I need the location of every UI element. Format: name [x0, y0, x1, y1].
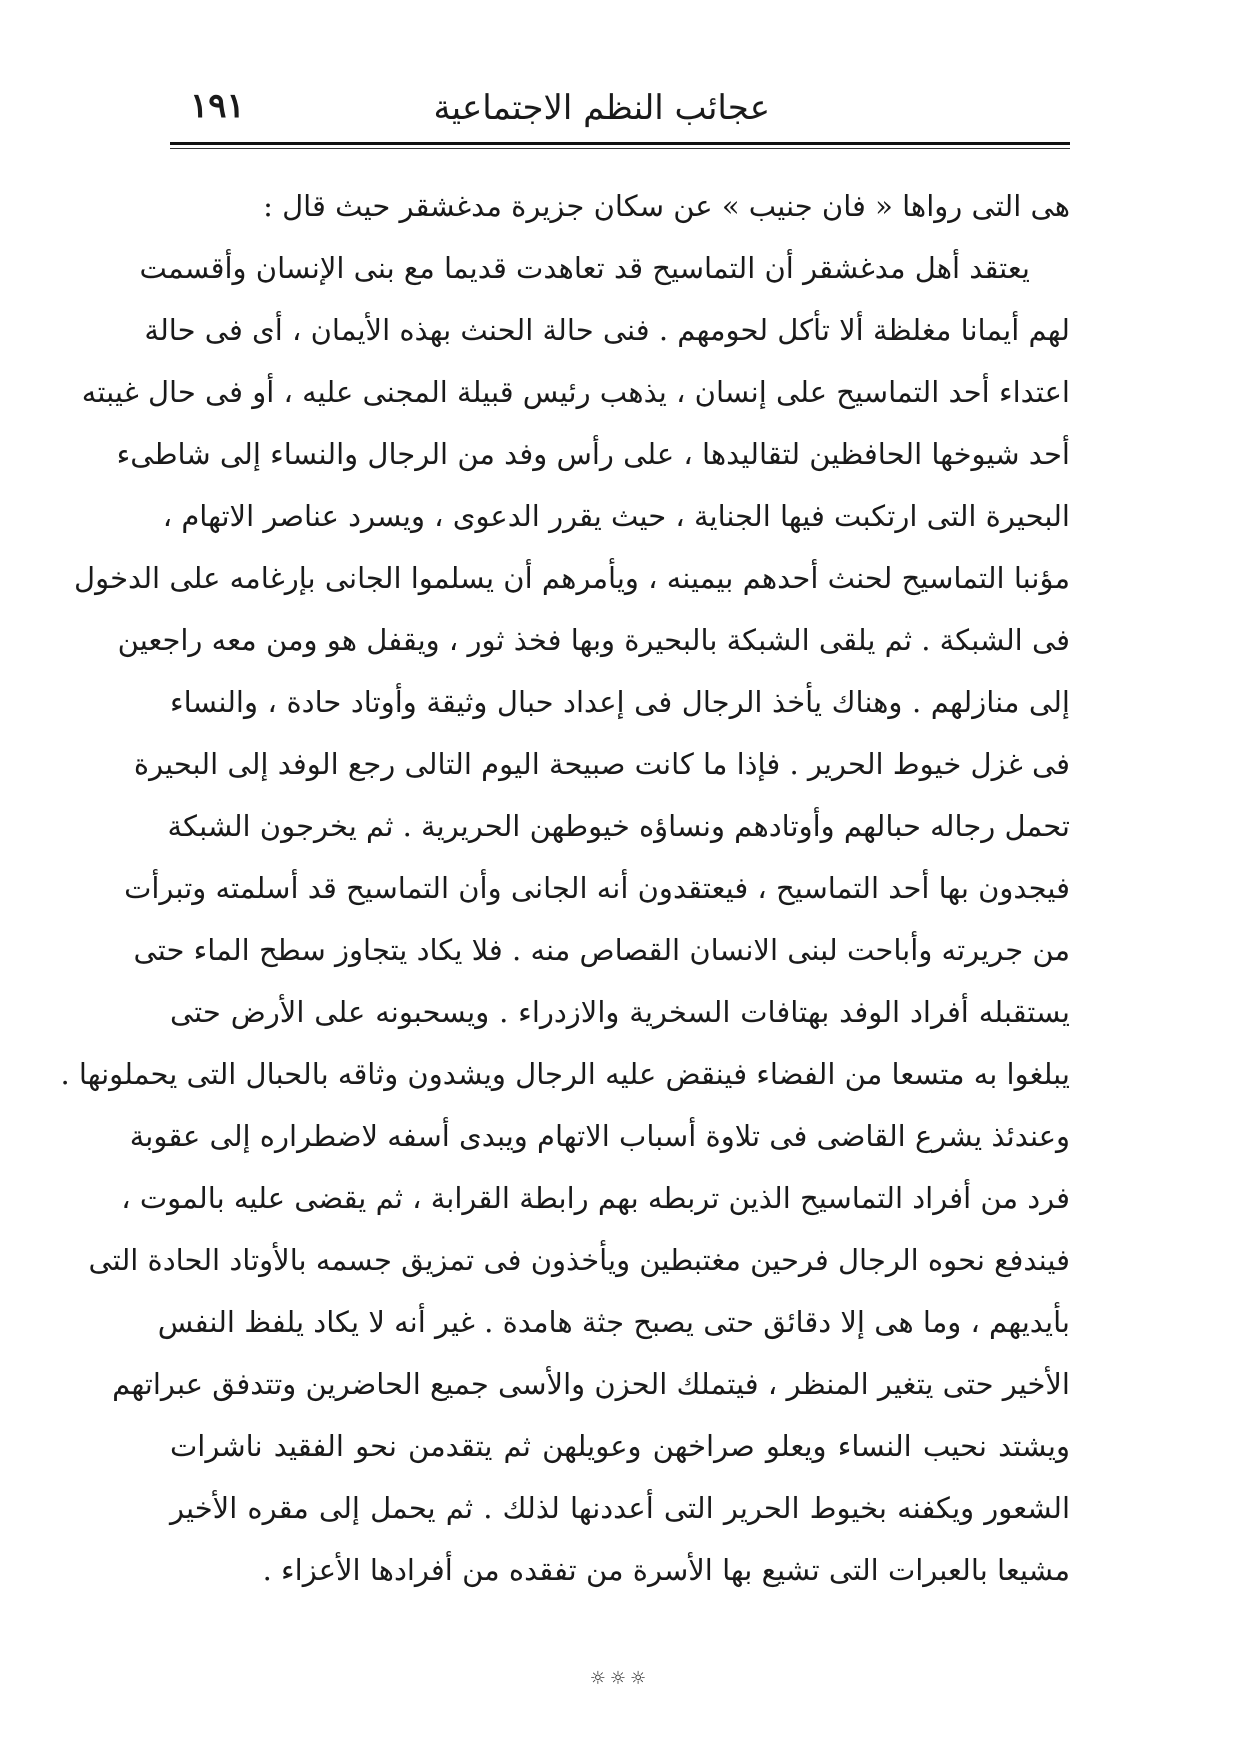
text-line: إلى منازلهم . وهناك يأخذ الرجال فى إعداد حبال وثيقة وأوتاد حادة ، والنساء	[170, 685, 1070, 719]
text-line: اعتداء أحد التماسيح على إنسان ، يذهب رئيس قبيلة المجنى عليه ، أو فى حال غيبته	[81, 375, 1070, 409]
text-line: فى الشبكة . ثم يلقى الشبكة بالبحيرة وبها فخذ ثور ، ويقفل هو ومن معه راجعين	[117, 623, 1070, 657]
text-line: فيندفع نحوه الرجال فرحين مغتبطين ويأخذون فى تمزيق جسمه بالأوتاد الحادة التى	[88, 1243, 1070, 1277]
text-line: الشعور ويكفنه بخيوط الحرير التى أعددنها لذلك . ثم يحمل إلى مقره الأخير	[170, 1491, 1070, 1525]
text-line: لهم أيمانا مغلظة ألا تأكل لحومهم . فنى حالة الحنث بهذه الأيمان ، أى فى حالة	[144, 313, 1070, 347]
text-line: فى غزل خيوط الحرير . فإذا ما كانت صبيحة اليوم التالى رجع الوفد إلى البحيرة	[133, 747, 1070, 781]
text-line: ويشتد نحيب النساء ويعلو صراخهن وعويلهن ثم يتقدمن نحو الفقيد ناشرات	[170, 1429, 1070, 1463]
header-rule	[170, 142, 1070, 145]
text-line: مشيعا بالعبرات التى تشيع بها الأسرة من تفقده من أفرادها الأعزاء .	[262, 1553, 1070, 1587]
text-line: تحمل رجاله حبالهم وأوتادهم ونساؤه خيوطهن الحريرية . ثم يخرجون الشبكة	[167, 809, 1070, 843]
text-line: مؤنبا التماسيح لحنث أحدهم بيمينه ، ويأمرهم أن يسلموا الجانى بإرغامه على الدخول	[74, 561, 1070, 595]
text-line: وعندئذ يشرع القاضى فى تلاوة أسباب الاتهام ويبدى أسفه لاضطراره إلى عقوبة	[129, 1119, 1070, 1153]
text-line: يبلغوا به متسعا من الفضاء فينقض عليه الرجال ويشدون وثاقه بالحبال التى يحملونها .	[60, 1057, 1070, 1091]
body-text	[60, 175, 1070, 1601]
page-number: ١٩١	[190, 86, 245, 126]
text-line: البحيرة التى ارتكبت فيها الجناية ، حيث يقرر الدعوى ، ويسرد عناصر الاتهام ،	[162, 499, 1070, 533]
text-line: هى التى رواها « فان جنيب » عن سكان جزيرة مدغشقر حيث قال :	[263, 189, 1070, 223]
text-line: يعتقد أهل مدغشقر أن التماسيح قد تعاهدت قديما مع بنى الإنسان وأقسمت	[139, 251, 1030, 285]
text-line: بأيديهم ، وما هى إلا دقائق حتى يصبح جثة هامدة . غير أنه لا يكاد يلفظ النفس	[157, 1305, 1070, 1339]
text-line: الأخير حتى يتغير المنظر ، فيتملك الحزن والأسى جميع الحاضرين وتتدفق عبراتهم	[112, 1367, 1070, 1401]
text-line: يستقبله أفراد الوفد بهتافات السخرية والازدراء . ويسحبونه على الأرض حتى	[170, 995, 1070, 1029]
text-line: أحد شيوخها الحافظين لتقاليدها ، على رأس وفد من الرجال والنساء إلى شاطىء	[116, 437, 1070, 471]
text-line: فيجدون بها أحد التماسيح ، فيعتقدون أنه الجانى وأن التماسيح قد أسلمته وتبرأت	[124, 871, 1070, 905]
text-line: من جريرته وأباحت لبنى الانسان القصاص منه . فلا يكاد يتجاوز سطح الماء حتى	[133, 933, 1070, 967]
header-rule-thin	[170, 148, 1070, 149]
text-line: فرد من أفراد التماسيح الذين تربطه بهم رابطة القرابة ، ثم يقضى عليه بالموت ،	[121, 1181, 1070, 1215]
page-header	[170, 82, 1070, 142]
running-title: عجائب النظم الاجتماعية	[433, 88, 770, 128]
section-end-ornament: ☼☼☼	[589, 1668, 651, 1689]
